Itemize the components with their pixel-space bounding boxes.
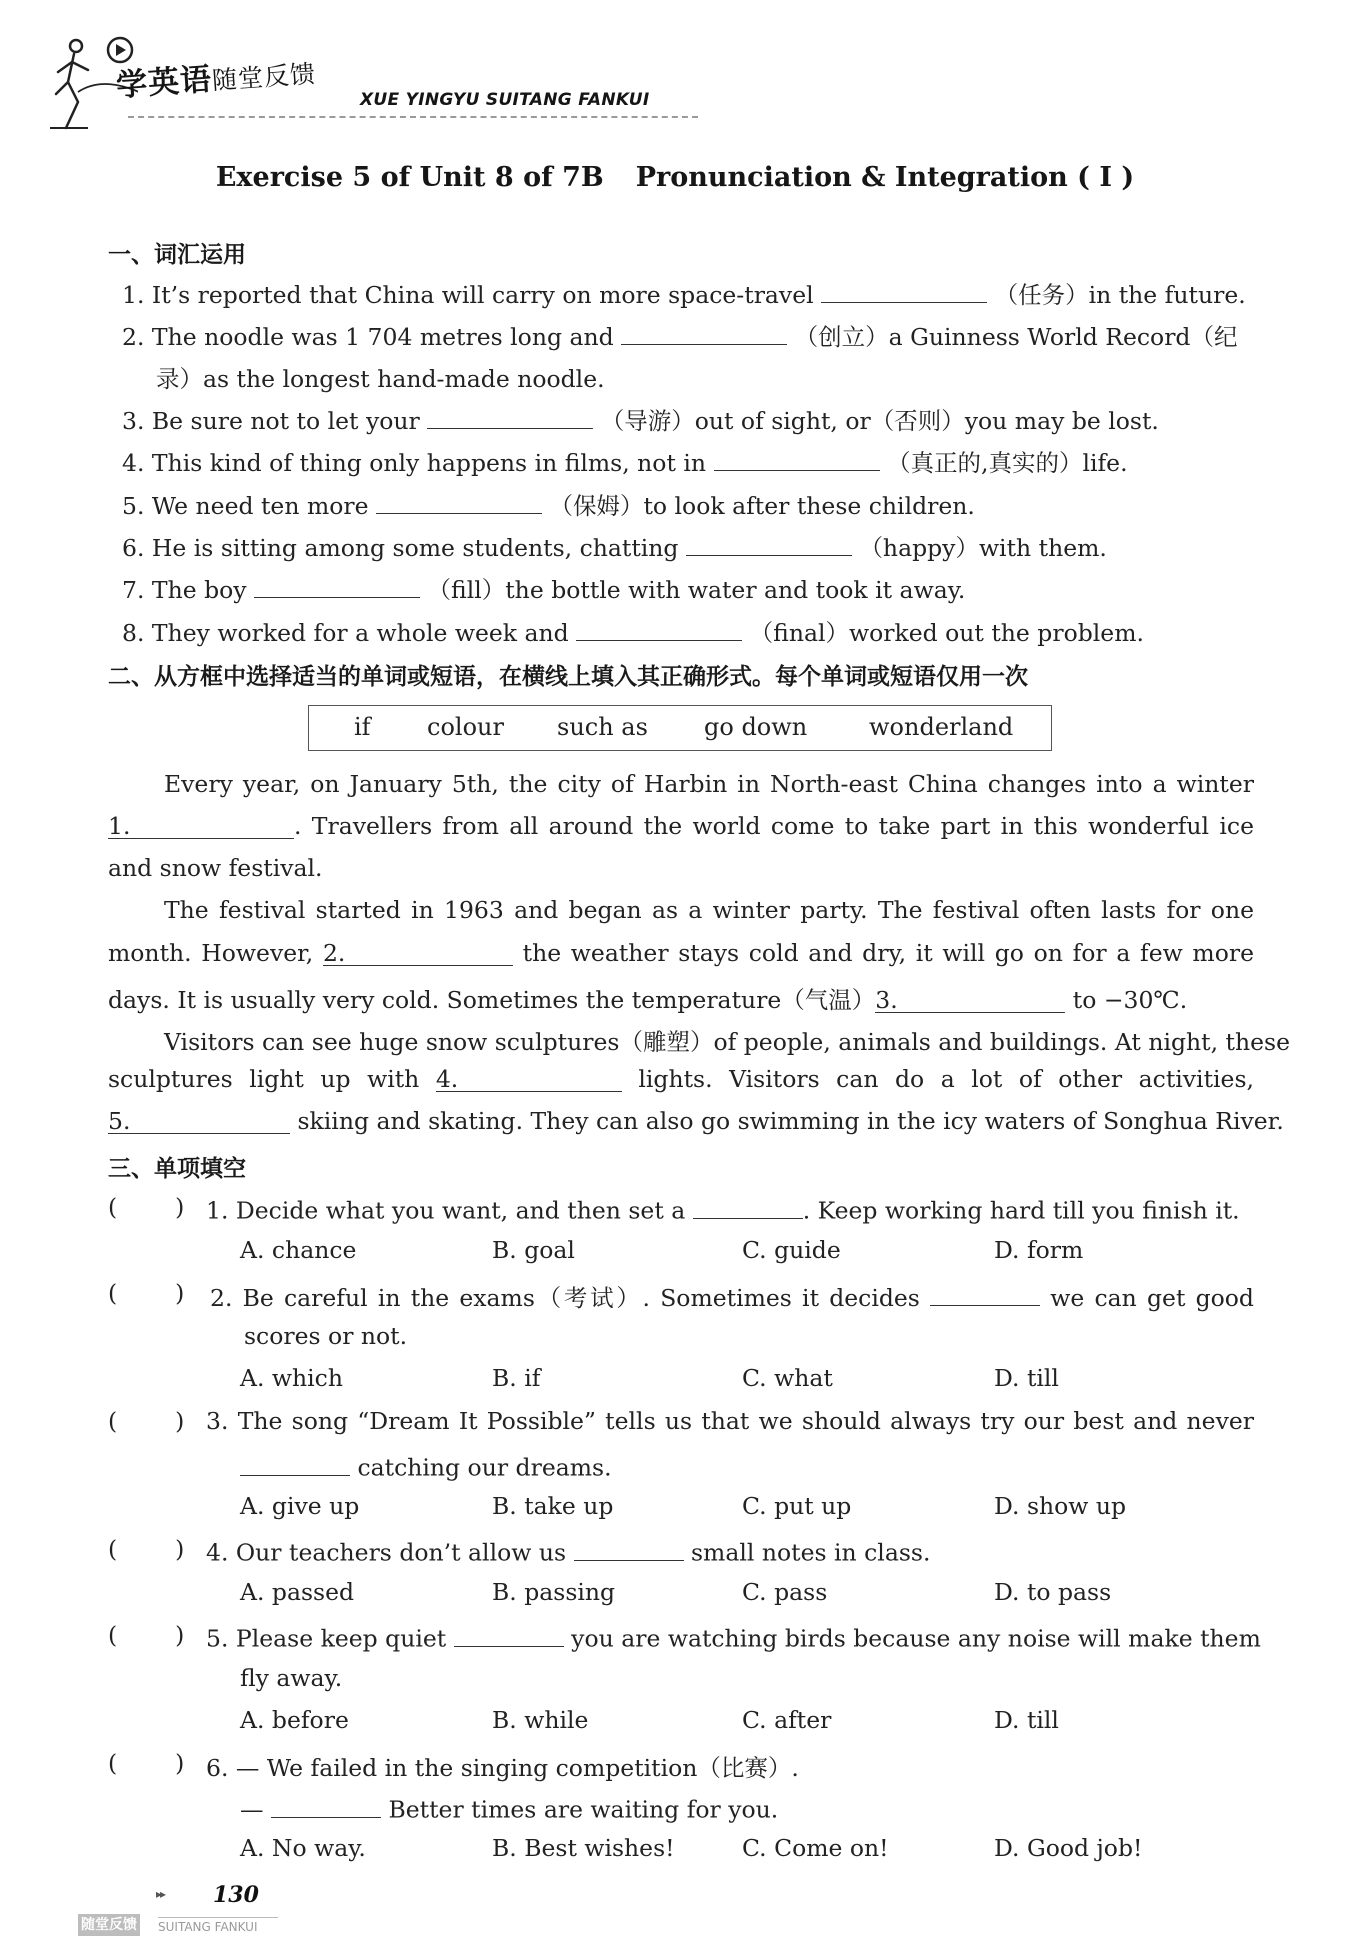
vocab-item-6: 6. He is sitting among some students, chatting （happy）with them. bbox=[122, 529, 1107, 563]
answer-paren[interactable]: ( ) bbox=[108, 1407, 185, 1435]
word-bank-item: if bbox=[354, 713, 371, 741]
mc-question-2-continued: scores or not. bbox=[244, 1322, 408, 1350]
word-bank-item: colour bbox=[427, 713, 504, 741]
option-b[interactable]: B. if bbox=[492, 1364, 541, 1392]
vocab-item-2: 2. The noodle was 1 704 metres long and （创立）a Guinness World Record（纪 bbox=[122, 318, 1237, 352]
option-d[interactable]: D. till bbox=[994, 1364, 1059, 1392]
section2-heading: 二、从方框中选择适当的单词或短语，在横线上填入其正确形式。每个单词或短语仅用一次 bbox=[108, 664, 1028, 690]
logo-chinese-title: 学英语随堂反馈 bbox=[114, 59, 317, 104]
passage-blank-5[interactable]: 5. bbox=[108, 1107, 290, 1134]
vocab-item-1: 1. It’s reported that China will carry on more space-travel （任务）in the future. bbox=[122, 276, 1246, 310]
page-number: 130 bbox=[213, 1882, 259, 1908]
option-b[interactable]: B. take up bbox=[492, 1492, 614, 1520]
answer-blank[interactable] bbox=[693, 1193, 803, 1219]
section1-heading: 一、词汇运用 bbox=[108, 242, 246, 268]
option-d[interactable]: D. to pass bbox=[994, 1578, 1112, 1606]
vocab-item-3: 3. Be sure not to let your （导游）out of sight, or（否则）you may be lost. bbox=[122, 402, 1159, 436]
option-a[interactable]: A. before bbox=[240, 1706, 349, 1734]
option-a[interactable]: A. give up bbox=[240, 1492, 360, 1520]
vocab-item-4: 4. This kind of thing only happens in films, not in （真正的,真实的）life. bbox=[122, 444, 1128, 478]
passage-line: month. However, 2. the weather stays cold and dry, it will go on for a few more bbox=[108, 939, 1254, 967]
mc-question-5: 5. Please keep quiet you are watching birds because any noise will make them bbox=[206, 1621, 1254, 1653]
vocab-item-2-continued: 录）as the longest hand-made noodle. bbox=[156, 365, 605, 393]
footer-label-en: SUITANG FANKUI bbox=[158, 1920, 258, 1934]
passage-blank-2[interactable]: 2. bbox=[323, 939, 513, 966]
option-b[interactable]: B. while bbox=[492, 1706, 589, 1734]
option-c[interactable]: C. Come on! bbox=[742, 1834, 889, 1862]
word-bank-item: such as bbox=[557, 713, 648, 741]
mc-question-6-reply: — Better times are waiting for you. bbox=[240, 1792, 778, 1824]
word-bank-item: wonderland bbox=[869, 713, 1014, 741]
passage-blank-1[interactable]: 1. bbox=[108, 812, 294, 839]
passage-line: and snow festival. bbox=[108, 854, 323, 882]
option-d[interactable]: D. Good job! bbox=[994, 1834, 1143, 1862]
mc-question-3: 3. The song “Dream It Possible” tells us that we should always try our best and never bbox=[206, 1407, 1254, 1435]
mc-question-2: 2. Be careful in the exams（考试）. Sometimes it decides we can get good bbox=[210, 1279, 1254, 1313]
option-c[interactable]: C. what bbox=[742, 1364, 833, 1392]
passage-line: The festival started in 1963 and began as a winter party. The festival often lasts for one bbox=[164, 896, 1254, 924]
footer-divider bbox=[158, 1917, 278, 1918]
answer-blank[interactable] bbox=[686, 530, 852, 556]
mc-question-6: 6. — We failed in the singing competition（比赛）. bbox=[206, 1754, 799, 1782]
option-b[interactable]: B. Best wishes! bbox=[492, 1834, 675, 1862]
option-b[interactable]: B. passing bbox=[492, 1578, 616, 1606]
answer-blank[interactable] bbox=[271, 1792, 381, 1818]
answer-blank[interactable] bbox=[427, 403, 593, 429]
option-c[interactable]: C. after bbox=[742, 1706, 832, 1734]
option-d[interactable]: D. form bbox=[994, 1236, 1084, 1264]
option-a[interactable]: A. chance bbox=[240, 1236, 357, 1264]
mc-question-3-continued: catching our dreams. bbox=[240, 1450, 612, 1482]
vocab-item-8: 8. They worked for a whole week and （final）worked out the problem. bbox=[122, 614, 1144, 648]
section3-heading: 三、单项填空 bbox=[108, 1156, 246, 1182]
page-title: Exercise 5 of Unit 8 of 7B Pronunciation & Integration ( Ⅰ ) bbox=[215, 162, 1135, 193]
answer-blank[interactable] bbox=[714, 445, 880, 471]
mc-question-4: 4. Our teachers don’t allow us small notes in class. bbox=[206, 1535, 930, 1567]
option-c[interactable]: C. pass bbox=[742, 1578, 828, 1606]
header bbox=[48, 24, 668, 134]
passage-line: sculptures light up with 4. lights. Visitors can do a lot of other activities, bbox=[108, 1065, 1254, 1093]
answer-blank[interactable] bbox=[930, 1280, 1040, 1306]
answer-paren[interactable]: ( ) bbox=[108, 1279, 185, 1307]
answer-paren[interactable]: ( ) bbox=[108, 1193, 185, 1221]
header-divider bbox=[128, 116, 698, 118]
passage-line: Every year, on January 5th, the city of Harbin in North-east China changes into a winter bbox=[164, 770, 1254, 798]
answer-blank[interactable] bbox=[376, 488, 542, 514]
word-bank-box bbox=[308, 705, 1052, 751]
answer-blank[interactable] bbox=[576, 615, 742, 641]
passage-line: days. It is usually very cold. Sometimes the temperature（气温）3. to −30℃. bbox=[108, 986, 1188, 1014]
vocab-item-7: 7. The boy （fill）the bottle with water and took it away. bbox=[122, 571, 965, 605]
mc-question-1: 1. Decide what you want, and then set a . Keep working hard till you finish it. bbox=[206, 1193, 1240, 1225]
answer-paren[interactable]: ( ) bbox=[108, 1749, 185, 1777]
answer-blank[interactable] bbox=[621, 319, 787, 345]
option-d[interactable]: D. show up bbox=[994, 1492, 1127, 1520]
passage-blank-4[interactable]: 4. bbox=[436, 1065, 622, 1092]
passage-line: Visitors can see huge snow sculptures（雕塑）of people, animals and buildings. At night, these bbox=[164, 1028, 1291, 1056]
passage-blank-3[interactable]: 3. bbox=[875, 986, 1065, 1013]
option-d[interactable]: D. till bbox=[994, 1706, 1059, 1734]
option-b[interactable]: B. goal bbox=[492, 1236, 575, 1264]
passage-line: 1. . Travellers from all around the world come to take part in this wonderful ice bbox=[108, 812, 1254, 840]
option-a[interactable]: A. passed bbox=[240, 1578, 355, 1606]
passage-line: 5. skiing and skating. They can also go swimming in the icy waters of Songhua River. bbox=[108, 1107, 1284, 1135]
option-c[interactable]: C. guide bbox=[742, 1236, 841, 1264]
mc-question-5-continued: fly away. bbox=[240, 1664, 343, 1692]
answer-paren[interactable]: ( ) bbox=[108, 1621, 185, 1649]
answer-blank[interactable] bbox=[574, 1535, 684, 1561]
word-bank-item: go down bbox=[704, 713, 808, 741]
answer-paren[interactable]: ( ) bbox=[108, 1535, 185, 1563]
vocab-item-5: 5. We need ten more （保姆）to look after these children. bbox=[122, 487, 975, 521]
answer-blank[interactable] bbox=[254, 572, 420, 598]
answer-blank[interactable] bbox=[821, 277, 987, 303]
answer-blank[interactable] bbox=[454, 1621, 564, 1647]
answer-blank[interactable] bbox=[240, 1450, 350, 1476]
option-a[interactable]: A. No way. bbox=[240, 1834, 366, 1862]
logo-pinyin-title: XUE YINGYU SUITANG FANKUI bbox=[360, 90, 650, 110]
option-c[interactable]: C. put up bbox=[742, 1492, 852, 1520]
footer-label-cn: 随堂反馈 bbox=[78, 1914, 140, 1936]
double-arrow-icon: ▸▸ bbox=[156, 1887, 165, 1901]
option-a[interactable]: A. which bbox=[240, 1364, 343, 1392]
